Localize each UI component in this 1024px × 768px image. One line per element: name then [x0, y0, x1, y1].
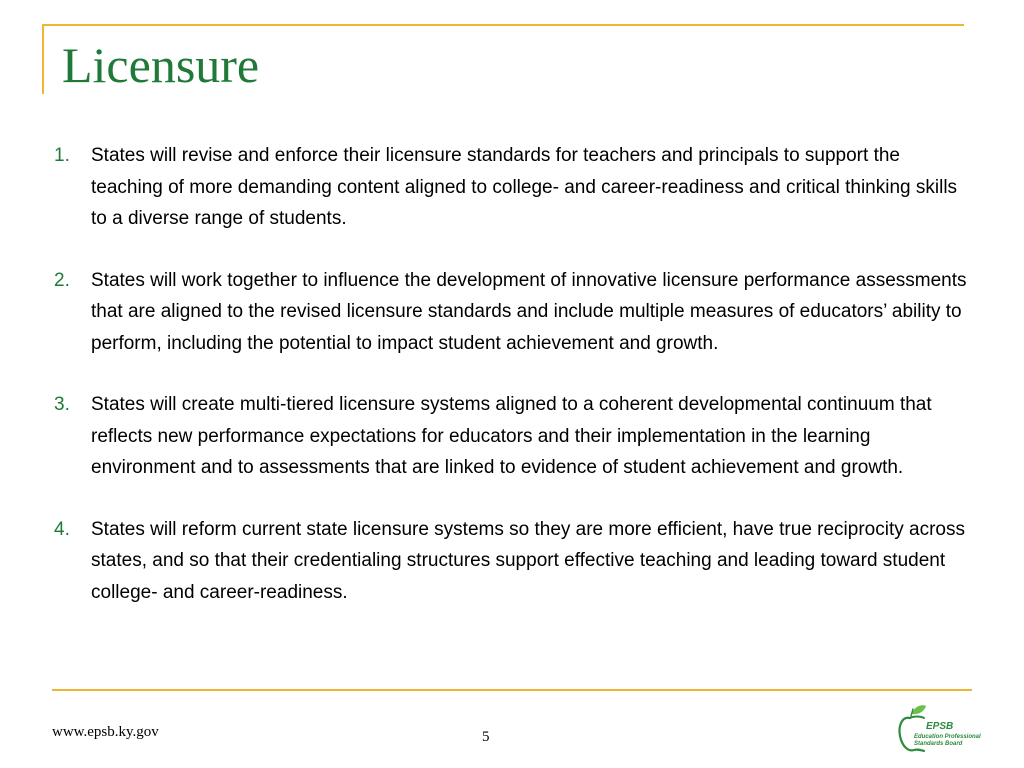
list-number: 3. [54, 394, 70, 415]
top-divider [42, 24, 964, 26]
list-text: States will reform current state licensure systems so they are more efficient, have true reciprocity across states, and so that their credentialing structures support effective teaching and leading toward student college- and career-readiness. [91, 518, 965, 603]
list-number: 4. [54, 518, 70, 540]
page-number: 5 [482, 729, 490, 745]
list-item [0, 140, 1024, 235]
list-text: States will revise and enforce their licensure standards for teachers and principals to support the teaching of more demanding content aligned to college- and career-readiness and critical thinking skills to a diverse range of students. [91, 145, 958, 229]
list-item [0, 514, 1024, 609]
list-text: States will create multi-tiered licensure systems aligned to a coherent developmental continuum that reflects new performance expectations for educators and their implementation in the learning environment and to assessments that are linked to evidence of student achievement and growth. [91, 394, 932, 478]
list-item [0, 265, 1024, 360]
epsb-logo [896, 704, 988, 756]
list-number: 1. [54, 145, 70, 166]
logo-text-line1: Education Professional [914, 734, 981, 740]
list-text: States will work together to influence the development of innovative licensure performance assessments that are aligned to the revised licensure standards and include multiple measures of educators’ ability to perform, including the potential to impact student achievement and growth. [91, 269, 967, 354]
slide-title: Licensure [62, 37, 260, 93]
numbered-list [0, 140, 1024, 638]
list-item [0, 389, 1024, 484]
logo-abbreviation: EPSB [926, 721, 954, 732]
logo-text-line2: Standards Board [914, 741, 963, 747]
footer-url[interactable]: www.epsb.ky.gov [52, 724, 159, 740]
bottom-divider [52, 689, 972, 691]
left-divider [42, 24, 44, 94]
list-number: 2. [54, 269, 70, 291]
